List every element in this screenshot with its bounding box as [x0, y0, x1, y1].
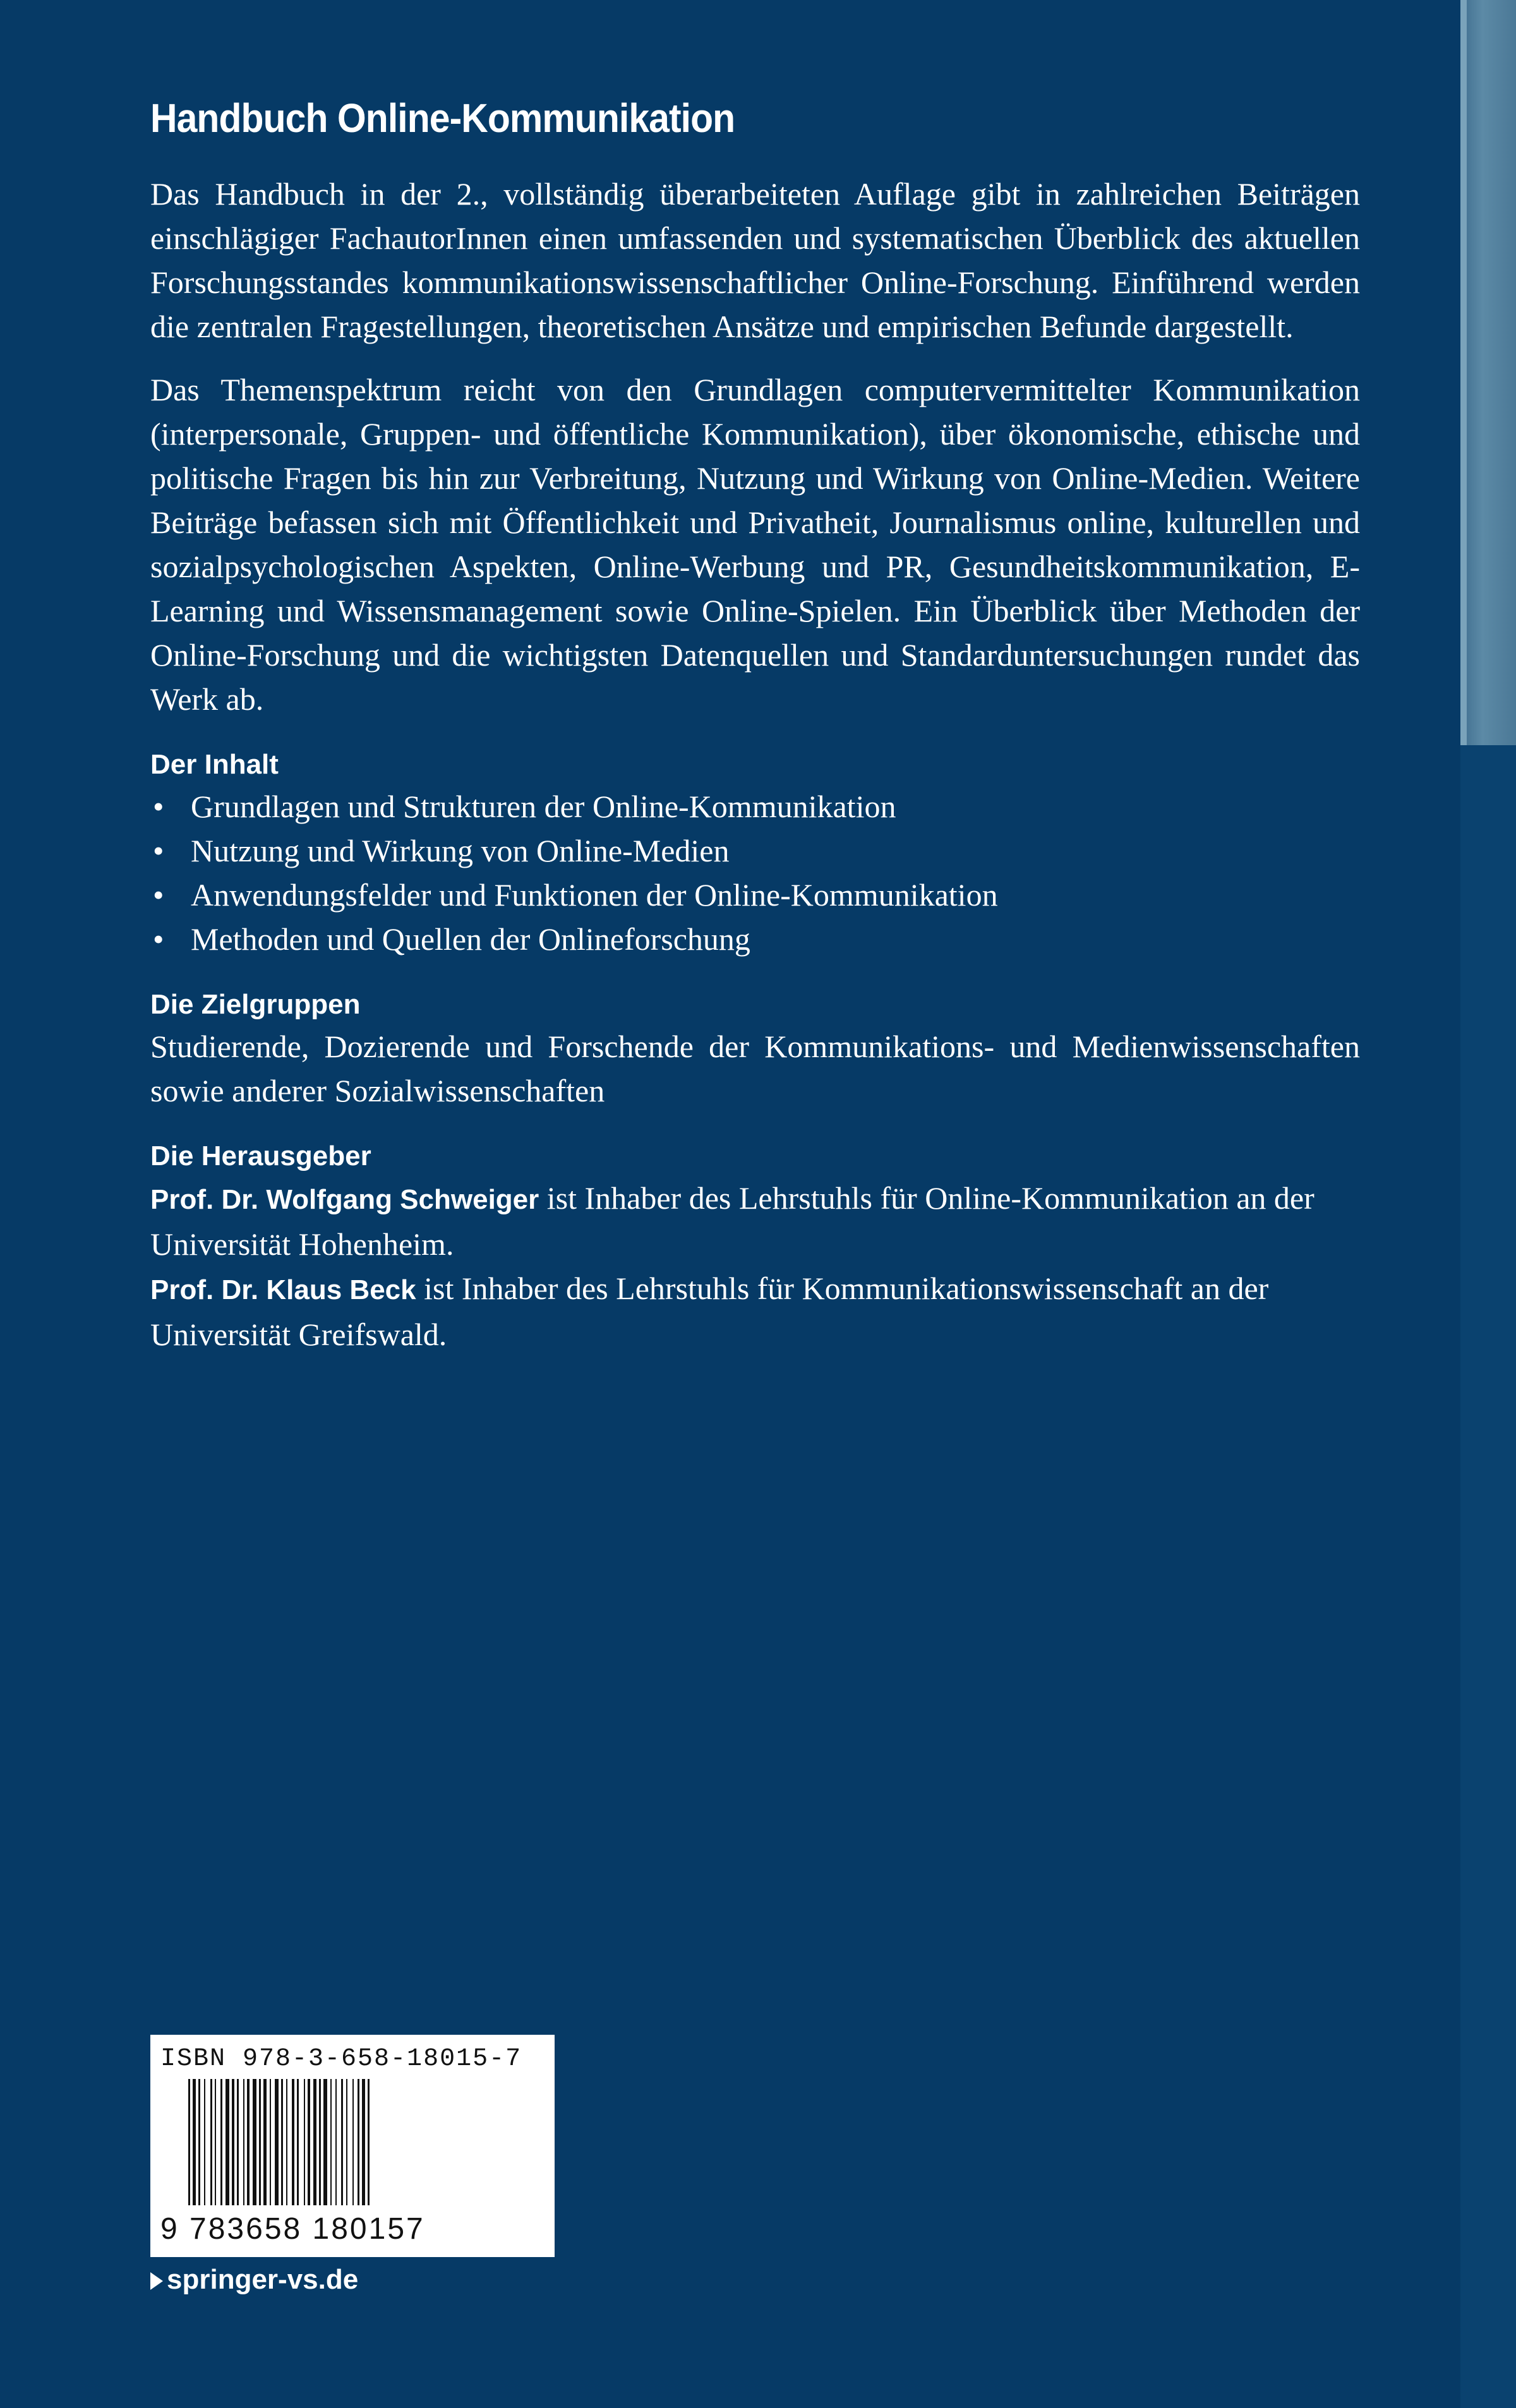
- list-item: [150, 784, 1360, 829]
- list-item: [150, 873, 1360, 917]
- barcode-bar: [323, 2079, 327, 2205]
- list-item: [150, 829, 1360, 873]
- editor-name: Prof. Dr. Klaus Beck: [150, 1274, 416, 1305]
- editor-entry-schweiger: [150, 1176, 1360, 1266]
- barcode-bar: [352, 2079, 354, 2205]
- barcode-bar: [263, 2079, 267, 2205]
- intro-paragraph-1: Das Handbuch in der 2., vollständig überarbeiteten Auflage gibt in zahlreichen Beiträgen einschlägiger FachautorInnen einen umfassenden und systematischen Überblick des aktuellen Forschungsstandes kommunikationswissenschaftlicher Online-Forschung. Einführend werden die zentralen Fragestellungen, theoretischen Ansätze und empirischen Befunde dargestellt.: [150, 176, 1360, 344]
- list-item-text: Anwendungsfelder und Funktionen der Online-Kommunikation: [191, 877, 998, 913]
- isbn-barcode: [150, 2035, 555, 2257]
- barcode-bar: [368, 2079, 370, 2205]
- list-item-text: Grundlagen und Strukturen der Online-Kommunikation: [191, 789, 896, 824]
- barcode-bar: [335, 2079, 337, 2205]
- barcode-bar: [193, 2079, 196, 2205]
- barcode-bar: [330, 2079, 332, 2205]
- barcode-bar: [319, 2079, 321, 2205]
- barcode-bar: [237, 2079, 239, 2205]
- list-item-text: Methoden und Quellen der Onlineforschung: [191, 921, 750, 957]
- audience-text: Studierende, Dozierende und Forschende der Kommunikations- und Medienwissenschaften sowie anderer Sozialwissenschaften: [150, 1029, 1360, 1108]
- barcode-bar: [286, 2079, 287, 2205]
- barcode-bar: [220, 2079, 222, 2205]
- barcode-bar: [281, 2079, 283, 2205]
- isbn-label: ISBN 978-3-658-18015-7: [160, 2045, 522, 2073]
- intro-paragraph-2: Das Themenspektrum reicht von den Grundlagen computervermittelter Kommunikation (interpersonale, Gruppen- und öffentliche Kommunikation), über ökonomische, ethische und politische Fragen bis hin zur Verbreitung, Nutzung und Wirkung von Online-Medien. Weitere Beiträge befassen sich mit Öffentlichkeit und Privatheit, Journalismus online, kulturellen und sozialpsychologischen Aspekten, Online-Werbung und PR, Gesundheitskommunikation, E-Learning und Wissensmanagement sowie Online-Spielen. Ein Überblick über Methoden der Online-Forschung und die wichtigsten Datenquellen und Standarduntersuchungen rundet das Werk ab.: [150, 372, 1360, 717]
- barcode-bar: [232, 2079, 234, 2205]
- barcode-bar: [247, 2079, 250, 2205]
- barcode-bar: [362, 2079, 365, 2205]
- barcode-bar: [313, 2079, 316, 2205]
- barcode-bar: [259, 2079, 261, 2205]
- barcode-bar: [215, 2079, 216, 2205]
- editor-name: Prof. Dr. Wolfgang Schweiger: [150, 1184, 539, 1215]
- spine-edge: [1460, 0, 1516, 745]
- editor-entry-beck: [150, 1266, 1360, 1357]
- barcode-bar: [275, 2079, 279, 2205]
- barcode-bars: [163, 2079, 542, 2212]
- contents-heading: Der Inhalt: [150, 749, 279, 780]
- barcode-bar: [188, 2079, 190, 2205]
- spine-edge-lower: [1460, 745, 1516, 2408]
- barcode-bar: [253, 2079, 256, 2205]
- cover-text: [150, 95, 1360, 1357]
- barcode-bar: [358, 2079, 359, 2205]
- barcode-bar: [308, 2079, 310, 2205]
- barcode-bar: [198, 2079, 200, 2205]
- bullet-icon: •: [153, 789, 164, 824]
- list-item: [150, 917, 1360, 961]
- bullet-icon: •: [153, 833, 164, 868]
- barcode-bar: [346, 2079, 347, 2205]
- audience-heading: Die Zielgruppen: [150, 989, 361, 1020]
- website-text: springer-vs.de: [167, 2264, 359, 2295]
- barcode-bar: [304, 2079, 305, 2205]
- barcode-bar: [297, 2079, 299, 2205]
- barcode-bar: [204, 2079, 205, 2205]
- barcode-bar: [270, 2079, 271, 2205]
- barcode-bar: [210, 2079, 212, 2205]
- editor-description: ist Inhaber des Lehrstuhls für Kommunikationswissenschaft an der Universität Greifswald.: [150, 1271, 1269, 1352]
- bullet-icon: •: [153, 877, 164, 913]
- arrow-right-icon: [150, 2272, 163, 2290]
- barcode-bar: [292, 2079, 294, 2205]
- bullet-icon: •: [153, 921, 164, 957]
- barcode-bar: [243, 2079, 244, 2205]
- book-title: Handbuch Online-Kommunikation: [150, 95, 735, 141]
- barcode-bar: [226, 2079, 229, 2205]
- barcode-bar: [341, 2079, 343, 2205]
- editors-heading: Die Herausgeber: [150, 1141, 371, 1171]
- list-item-text: Nutzung und Wirkung von Online-Medien: [191, 833, 730, 868]
- editor-description: ist Inhaber des Lehrstuhls für Online-Kommunikation an der Universität Hohenheim.: [150, 1180, 1314, 1262]
- contents-list: [150, 784, 1360, 961]
- publisher-website: [150, 2264, 358, 2296]
- barcode-digits: 9 783658 180157: [160, 2212, 425, 2246]
